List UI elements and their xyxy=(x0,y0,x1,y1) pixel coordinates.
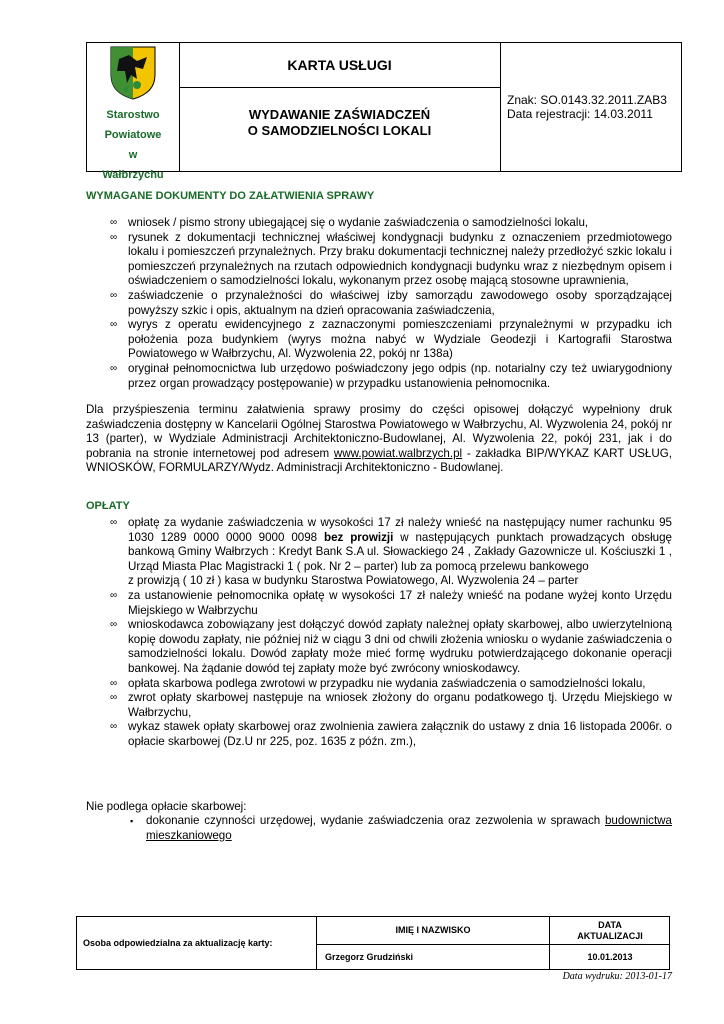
sign-number: Znak: SO.0143.32.2011.ZAB3 xyxy=(507,93,667,107)
list-item-text: rysunek z dokumentacji technicznej właściwej kondygnacji budynku z oznaczeniem przedmiotowego lokalu i pomieszczeń przynależnych. Przy braku dokumentacji technicznej należy przedłożyć szkic lokalu i pomieszczeń przynależnych na rzutach odpowiednich kondygnacji budynku wraz z niezbędnym opisem i oświadczeniem o samodzielności lokalu, wykonanym przez osobę mającą stosowne uprawnienia, xyxy=(128,230,672,288)
office-line-2: Powiatowe xyxy=(104,129,162,141)
website-link[interactable]: www.powiat.walbrzych.pl xyxy=(333,446,463,460)
list-item-text: opłata skarbowa podlega zwrotowi w przypadku nie wydania zaświadczenia o samodzielności lokalu, xyxy=(128,676,646,690)
exempt-heading: Nie podlega opłacie skarbowej: xyxy=(86,800,247,813)
bullet-icon: ∞ xyxy=(110,589,118,601)
fee-text: opłatę za wydanie zaświadczenia w wysokości 17 zł należy wnieść na następujący numer rachunku 95 1030 1289 0000 0000 9000 0098 xyxy=(128,516,672,544)
card-title: KARTA USŁUGI xyxy=(287,57,392,73)
footer-table xyxy=(76,916,670,970)
list-item xyxy=(110,362,672,391)
info-text: Dla przyśpieszenia terminu załatwienia sprawy prosimy do części opisowej dołączyć wypełniony druk zaświadczenia dostępny w Kancelarii Ogólnej Starostwa Powiatowego w Wałbrzychu, Al. Wyzwolenia 24, pokój nr 13 (parter), w Wydziale Administracji Architektoniczno-Budowlanej, Al. Wyzwolenia 22, pokój 231, jak i do pobrania na stronie internetowej pod adresem xyxy=(86,403,672,460)
date-header-line-2: AKTUALIZACJI xyxy=(577,930,643,941)
bullet-icon: ∞ xyxy=(110,289,118,301)
bullet-icon: ∞ xyxy=(110,619,118,631)
date-header-line-1: DATA xyxy=(598,919,622,930)
exempt-underlined: budownictwa mieszkaniowego xyxy=(146,814,672,842)
office-line-3: w xyxy=(128,149,138,161)
bullet-icon: ∞ xyxy=(110,517,118,528)
name-column xyxy=(317,917,549,969)
bullet-icon: ∞ xyxy=(110,677,118,689)
coat-of-arms-icon xyxy=(107,45,159,101)
responsible-label: Osoba odpowiedzialna za aktualizację karty: xyxy=(77,917,317,969)
fee-text-3: z prowizją ( 10 zł ) kasa w budynku Starostwa Powiatowego, Al. Wyzwolenia 24 – parter xyxy=(128,574,579,588)
list-item xyxy=(110,216,672,231)
office-cell xyxy=(87,43,180,181)
office-line-1: Starostwo xyxy=(106,109,160,121)
responsible-name: Grzegorz Grudziński xyxy=(325,952,414,962)
square-bullet-icon: ▪ xyxy=(130,816,134,826)
header-divider xyxy=(179,87,500,88)
fee-bold: bez prowizji xyxy=(324,530,394,544)
service-title-line-2: O SAMODZIELNOŚCI LOKALI xyxy=(247,123,432,138)
service-title-line-1: WYDAWANIE ZAŚWIADCZEŃ xyxy=(248,107,431,122)
registration-date: Data rejestracji: 14.03.2011 xyxy=(507,107,653,121)
exempt-list xyxy=(130,814,672,843)
meta-info xyxy=(507,93,667,121)
info-paragraph xyxy=(86,403,672,476)
fees-heading: OPŁATY xyxy=(86,500,130,512)
list-item-text: wnioskodawca zobowiązany jest dołączyć dowód zapłaty należnej opłaty skarbowej, albo uwierzytelnioną kopię dowodu zapłaty, nie później niż w ciągu 3 dni od chwili złożenia wniosku o wydanie zaświadczenia o samodzielności lokalu. Dowód zapłaty może mieć formę wydruku potwierdzającego dokonanie operacji bankowej. Na żądanie dowód tej zapłaty może być zwrócony wnioskodawcy. xyxy=(128,618,672,675)
list-item xyxy=(110,289,672,318)
list-item-text: zaświadczenie o przynależności do właściwej izby samorządu zawodowego osoby sporządzającej powyższy szkic i opis, aktualnym na dzień opracowania zaświadczenia, xyxy=(128,288,672,317)
list-item-text: za ustanowienie pełnomocnika opłatę w wysokości 17 zł należy wnieść na podane wyżej konto Urzędu Miejskiego w Wałbrzychu xyxy=(128,588,672,617)
list-item-text: oryginał pełnomocnictwa lub urzędowo poświadczony jego odpis (np. notarialny czy też uwiarygodniony przez organ prowadzący postępowanie) w przypadku ustanowienia pełnomocnika. xyxy=(128,361,672,390)
list-item xyxy=(110,231,672,289)
list-item xyxy=(110,318,672,362)
office-line-4: Wałbrzychu xyxy=(102,169,164,181)
date-header xyxy=(550,917,670,944)
name-header: IMIĘ I NAZWISKO xyxy=(395,925,471,935)
update-date: 10.01.2013 xyxy=(587,952,633,962)
list-item-text: wniosek / pismo strony ubiegającej się o wydanie zaświadczenia o samodzielności lokalu, xyxy=(128,216,589,229)
list-item xyxy=(110,677,672,692)
bullet-icon: ∞ xyxy=(110,319,118,331)
date-column xyxy=(549,917,670,969)
list-item-text: wyrys z operatu ewidencyjnego z zaznaczonymi pomieszczeniami przynależnymi w przypadku ich położenia poza budynkiem (wyrys można nabyć w Wydziale Geodezji i Kartografii Starostwa Powiatowego w Wałbrzychu, Al. Wyzwolenia 22, pokój nr 138a) xyxy=(128,318,672,361)
header-table xyxy=(86,42,682,181)
info-text-end: - zakładka BIP/WYKAZ KART USŁUG, WNIOSKÓW, FORMULARZY/Wydz. Administracji Architektoniczno - Budowlanej. xyxy=(86,446,672,475)
bullet-icon: ∞ xyxy=(110,362,118,374)
list-item-text: wykaz stawek opłaty skarbowej oraz zwolnienia zawiera załącznik do ustawy z dnia 16 listopada 2006r. o opłacie skarbowej (Dz.U nr 225, poz. 1635 z późn. zm.), xyxy=(128,720,672,748)
list-item xyxy=(130,814,672,843)
list-item xyxy=(110,720,672,749)
bullet-icon: ∞ xyxy=(110,721,118,733)
documents-heading: WYMAGANE DOKUMENTY DO ZAŁATWIENIA SPRAWY xyxy=(86,190,375,202)
list-item xyxy=(110,618,672,676)
documents-list xyxy=(110,216,672,391)
fee-text-2: w następujących punktach prowadzących obsługę bankową Gminy Wałbrzych : Kredyt Bank S.A ul. Słowackiego 24 , Zakłady Gazownicze ul. Kościuszki 1 , Urząd Miasta Plac Magistracki 1 ( pok. Nr 2 – parter) lub za pomocą przelewu bankowego xyxy=(128,530,673,573)
list-item xyxy=(110,516,672,589)
meta-cell xyxy=(500,43,682,171)
bullet-icon: ∞ xyxy=(110,692,118,704)
office-name xyxy=(87,105,179,185)
list-item xyxy=(110,589,672,618)
service-title xyxy=(179,107,500,139)
fees-list xyxy=(110,516,672,750)
bullet-icon: ∞ xyxy=(110,231,118,243)
bullet-icon: ∞ xyxy=(110,217,118,228)
list-item-text: zwrot opłaty skarbowej następuje na wniosek złożony do organu podatkowego tj. Urzędu Miejskiego w Wałbrzychu, xyxy=(128,691,672,719)
exempt-text: dokonanie czynności urzędowej, wydanie zaświadczenia oraz zezwolenia w sprawach xyxy=(146,814,605,827)
print-date: Data wydruku: 2013-01-17 xyxy=(562,971,672,982)
list-item xyxy=(110,691,672,720)
